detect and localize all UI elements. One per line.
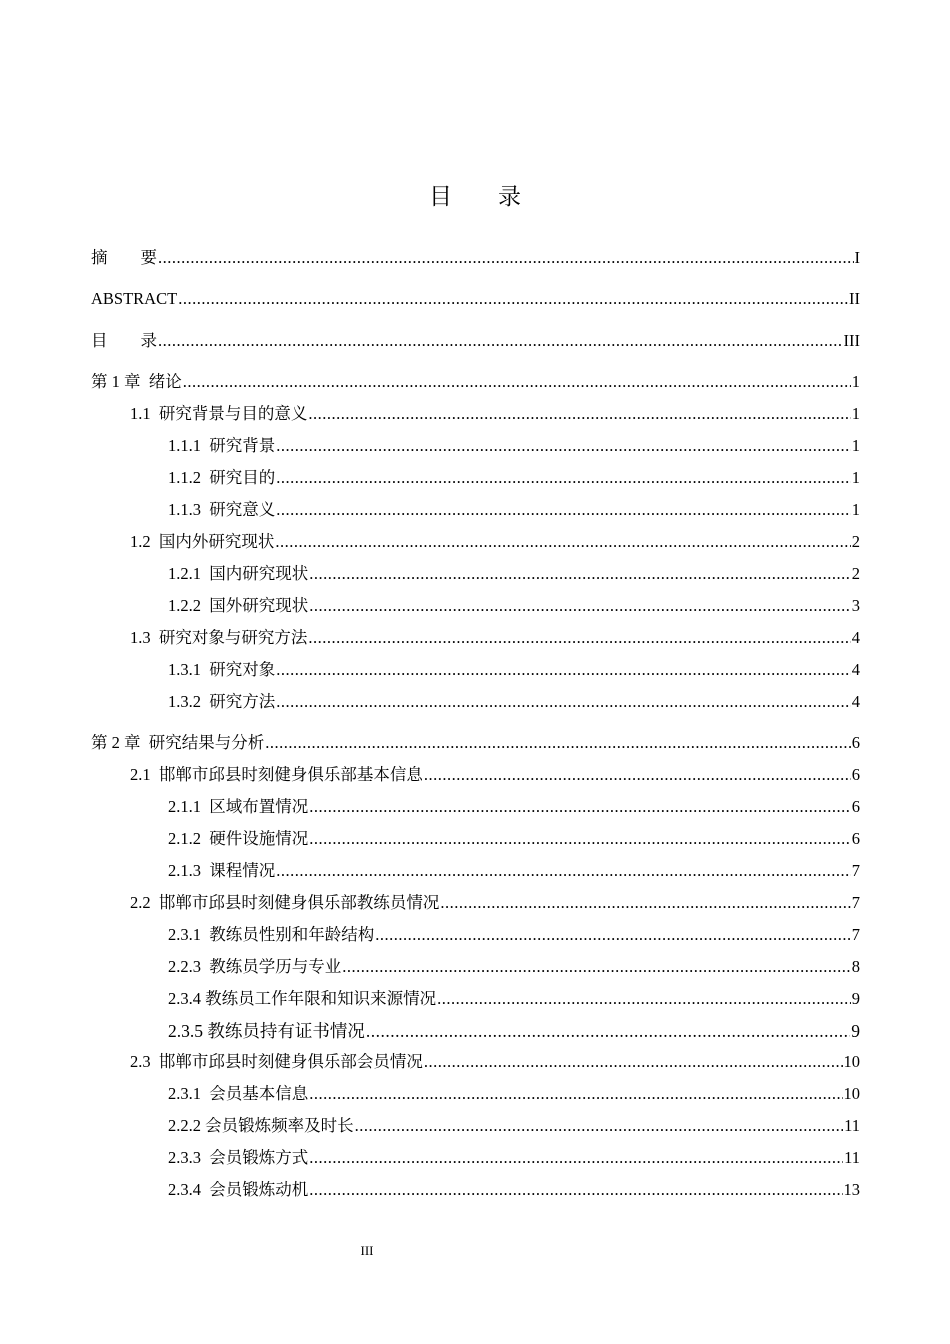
toc-entry-2-1[interactable] [130,763,860,787]
toc-entry-abstract-cn[interactable] [91,246,860,270]
toc-entry-page: 6 [851,765,860,784]
toc-entry-page: 4 [851,692,860,711]
toc-entry-page: II [849,289,860,308]
toc-entry-2-3-4b[interactable] [168,1178,860,1202]
toc-entry-page: 9 [851,989,860,1008]
toc-entry-label: 1.2.1 国内研究现状 [168,564,309,583]
toc-entry-2-3-1a[interactable] [168,923,860,947]
toc-entry-page: 7 [851,925,860,944]
toc-entry-1-1[interactable] [130,402,860,426]
toc-entry-page: 13 [843,1180,860,1199]
toc-entry-page: 8 [851,957,860,976]
toc-entry-page: 1 [851,404,860,423]
toc-entry-1-3-2[interactable] [168,690,860,714]
toc-entry-label: ABSTRACT [91,289,178,308]
toc-entry-label: 2.3 邯郸市邱县时刻健身俱乐部会员情况 [130,1052,423,1071]
toc-entry-page: 11 [844,1148,860,1167]
toc-entry-page: 9 [851,1021,860,1041]
toc-entry-page: 6 [851,797,860,816]
toc-entry-2-3-3[interactable] [168,1146,860,1170]
toc-entry-label: 2.1.2 硬件设施情况 [168,829,309,848]
toc-entry-label: 2.3.4 会员锻炼动机 [168,1180,309,1199]
toc-entry-page: 7 [851,861,860,880]
toc-entry-1-1-1[interactable] [168,434,860,458]
toc-entry-label: 1.2.2 国外研究现状 [168,596,309,615]
toc-entry-chapter-2[interactable] [91,731,860,755]
toc-entry-2-3-1b[interactable] [168,1082,860,1106]
toc-entry-2-1-1[interactable] [168,795,860,819]
toc-entry-2-2-2[interactable] [168,1114,860,1138]
toc-entry-label: 2.3.1 会员基本信息 [168,1084,309,1103]
toc-entry-label: 2.2.2 会员锻炼频率及时长 [168,1116,354,1135]
toc-entry-label: 2.3.1 教练员性别和年龄结构 [168,925,375,944]
toc-entry-page: 1 [851,500,860,519]
toc-title [0,178,950,211]
toc-entry-2-3[interactable] [130,1050,860,1074]
toc-entry-label: 2.3.4 教练员工作年限和知识来源情况 [168,989,437,1008]
toc-entry-abstract-en[interactable] [91,287,860,311]
toc-entry-page: 4 [851,628,860,647]
toc-entry-label: 2.2 邯郸市邱县时刻健身俱乐部教练员情况 [130,893,440,912]
toc-entry-label: 2.1.1 区域布置情况 [168,797,309,816]
toc-entry-page: III [843,331,860,350]
toc-entry-label: 1.3.2 研究方法 [168,692,276,711]
toc-entry-1-3-1[interactable] [168,658,860,682]
toc-entry-label: 2.3.3 会员锻炼方式 [168,1148,309,1167]
toc-entry-1-1-2[interactable] [168,466,860,490]
toc-entry-label: 2.1.3 课程情况 [168,861,276,880]
toc-entry-2-1-2[interactable] [168,827,860,851]
toc-entry-label: 1.2 国内外研究现状 [130,532,275,551]
toc-entry-page: 1 [851,372,860,391]
toc-entry-1-2-1[interactable] [168,562,860,586]
toc-title-char-1: 目 [429,184,452,209]
toc-entry-label: 2.2.3 教练员学历与专业 [168,957,342,976]
toc-entry-2-1-3[interactable] [168,859,860,883]
toc-entry-1-2[interactable] [130,530,860,554]
toc-entry-1-1-3[interactable] [168,498,860,522]
toc-entry-label: 2.1 邯郸市邱县时刻健身俱乐部基本信息 [130,765,423,784]
toc-entry-label: 1.1 研究背景与目的意义 [130,404,308,423]
toc-entry-1-3[interactable] [130,626,860,650]
toc-entry-page: 11 [844,1116,860,1135]
toc-entry-2-2[interactable] [130,891,860,915]
toc-entry-chapter-1[interactable] [91,370,860,394]
toc-entry-label: 2.3.5 教练员持有证书情况 [168,1021,365,1041]
toc-entry-2-2-3[interactable] [168,955,860,979]
toc-entry-label: 摘 要 [91,248,157,267]
toc-entry-label: 1.1.1 研究背景 [168,436,276,455]
toc-entry-page: 10 [843,1052,860,1071]
toc-title-char-2: 录 [498,184,521,209]
toc-entry-label: 目 录 [91,331,157,350]
page-number-footer: III [360,1243,374,1258]
toc-entry-page: 10 [843,1084,860,1103]
toc-entry-page: 1 [851,436,860,455]
toc-entry-page: 4 [851,660,860,679]
toc-entry-page: 1 [851,468,860,487]
toc-entry-label: 1.1.3 研究意义 [168,500,276,519]
toc-entry-2-3-5[interactable] [168,1019,860,1043]
toc-entry-label: 1.1.2 研究目的 [168,468,276,487]
toc-entry-label: 1.3.1 研究对象 [168,660,276,679]
toc-entry-page: 2 [851,532,860,551]
toc-entry-contents[interactable] [91,329,860,353]
toc-entry-2-3-4a[interactable] [168,987,860,1011]
toc-entry-label: 第 2 章 研究结果与分析 [91,733,265,752]
toc-entry-1-2-2[interactable] [168,594,860,618]
toc-entry-page: 7 [851,893,860,912]
toc-entry-label: 1.3 研究对象与研究方法 [130,628,308,647]
toc-entry-label: 第 1 章 绪论 [91,372,182,391]
toc-entry-page: 6 [851,733,860,752]
toc-entry-page: I [854,248,860,267]
toc-entry-page: 2 [851,564,860,583]
toc-entry-page: 6 [851,829,860,848]
toc-entry-page: 3 [851,596,860,615]
